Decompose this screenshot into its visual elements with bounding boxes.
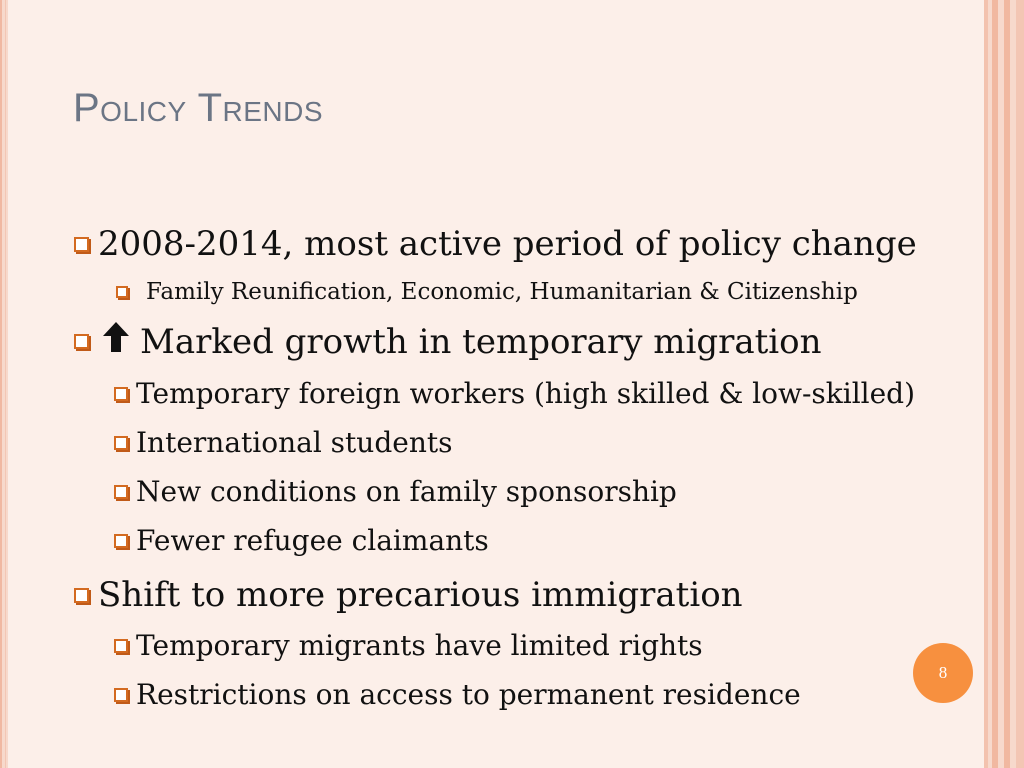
square-bullet-icon	[74, 334, 89, 349]
square-bullet-icon	[114, 387, 128, 401]
sub-bullet-item	[114, 629, 703, 662]
bullet-item	[74, 224, 917, 264]
sub-bullet-text: Family Reunification, Economic, Humanitarian & Citizenship	[146, 279, 858, 305]
sub-bullet-item	[114, 678, 801, 711]
sub-bullet-item	[114, 426, 452, 459]
square-bullet-icon	[74, 237, 89, 252]
right-edge-stripe	[984, 0, 988, 768]
up-arrow-icon	[102, 321, 130, 362]
sub-bullet-item	[114, 475, 677, 508]
right-edge-stripe	[992, 0, 998, 768]
square-bullet-icon	[74, 588, 89, 603]
sub-bullet-item	[114, 377, 915, 410]
right-edge-stripe	[1004, 0, 1010, 768]
slide-title: Policy Trends	[73, 86, 324, 130]
page-number-badge: 8	[913, 643, 973, 703]
sub-bullet-text: Temporary migrants have limited rights	[136, 629, 703, 662]
sub-bullet-text: Fewer refugee claimants	[136, 524, 489, 557]
square-bullet-icon	[114, 485, 128, 499]
bullet-text: 2008-2014, most active period of policy change	[98, 224, 917, 264]
sub-bullet-text: Temporary foreign workers (high skilled & low-skilled)	[136, 377, 916, 410]
bullet-text: Shift to more precarious immigration	[98, 575, 743, 615]
square-bullet-icon	[116, 286, 128, 298]
sub-bullet-text: Restrictions on access to permanent residence	[136, 678, 801, 711]
square-bullet-icon	[114, 534, 128, 548]
sub-bullet-text: International students	[136, 426, 453, 459]
square-bullet-icon	[114, 688, 128, 702]
left-edge-stripe	[5, 0, 6, 768]
square-bullet-icon	[114, 639, 128, 653]
bullet-item	[74, 321, 822, 362]
sub-bullet-item	[114, 524, 489, 557]
sub-bullet-text: New conditions on family sponsorship	[136, 475, 677, 508]
right-edge-stripe	[1016, 0, 1024, 768]
left-edge-stripe	[0, 0, 2, 768]
bullet-item	[74, 575, 743, 615]
bullet-text: Marked growth in temporary migration	[140, 321, 822, 362]
square-bullet-icon	[114, 436, 128, 450]
sub-bullet-item	[116, 279, 858, 305]
